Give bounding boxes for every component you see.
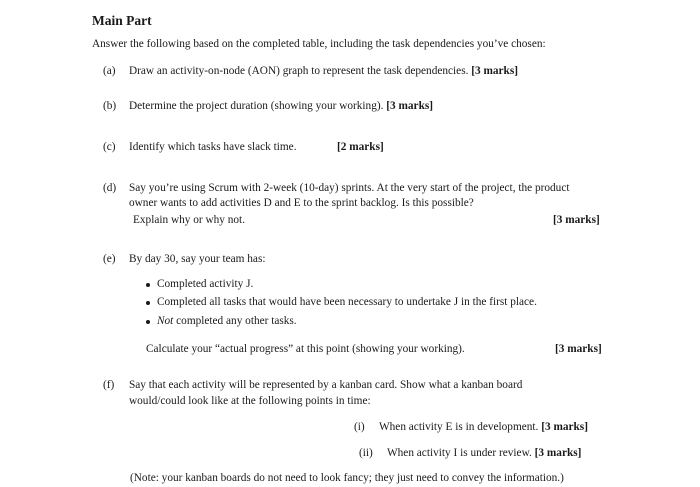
question-f-sub2-label: (ii) xyxy=(359,447,373,459)
question-f-sub1-marks: [3 marks] xyxy=(541,421,588,433)
question-e-bullet-3-emphasis: Not xyxy=(157,315,174,327)
question-e-label: (e) xyxy=(103,253,116,265)
question-b-label: (b) xyxy=(103,100,117,112)
question-f-sub1 xyxy=(379,420,588,434)
question-a-label: (a) xyxy=(103,65,116,77)
question-a-marks: [3 marks] xyxy=(471,65,518,77)
question-c-marks: [2 marks] xyxy=(337,141,384,153)
question-a xyxy=(129,64,518,78)
question-c-text: Identify which tasks have slack time. xyxy=(129,141,297,153)
question-d-line3: Explain why or why not. xyxy=(133,214,246,226)
question-e-marks: [3 marks] xyxy=(555,343,602,355)
question-c-label: (c) xyxy=(103,141,116,153)
question-e-text: By day 30, say your team has: xyxy=(129,253,266,265)
question-f-line2: would/could look like at the following points in time: xyxy=(129,395,371,407)
question-f-note: (Note: your kanban boards do not need to look fancy; they just need to convey the information.) xyxy=(130,472,564,484)
question-d-line1: Say you’re using Scrum with 2-week (10-day) sprints. At the very start of the project, the product xyxy=(129,182,570,194)
question-a-text: Draw an activity-on-node (AON) graph to represent the task dependencies. xyxy=(129,65,469,77)
page-title: Main Part xyxy=(92,13,152,28)
question-f-sub2 xyxy=(387,446,581,460)
question-e-bullet-3-rest: completed any other tasks. xyxy=(176,315,297,327)
question-f-sub1-text: When activity E is in development. xyxy=(379,421,539,433)
bullet-3-icon xyxy=(146,320,150,324)
question-f-sub2-marks: [3 marks] xyxy=(534,447,582,459)
question-b-marks: [3 marks] xyxy=(386,100,434,112)
intro-text: Answer the following based on the completed table, including the task dependencies you’ve chosen: xyxy=(92,38,546,50)
question-d-label: (d) xyxy=(103,182,117,194)
question-f-label: (f) xyxy=(103,379,115,391)
question-f-line1: Say that each activity will be represented by a kanban card. Show what a kanban board xyxy=(129,379,523,391)
question-d-line2: owner wants to add activities D and E to the sprint backlog. Is this possible? xyxy=(129,197,474,209)
question-f-sub2-text: When activity I is under review. xyxy=(387,447,532,459)
question-b-text: Determine the project duration (showing your working). xyxy=(129,100,384,112)
question-f-sub1-label: (i) xyxy=(354,421,365,433)
question-e-bullet-2: Completed all tasks that would have been necessary to undertake J in the first place. xyxy=(157,296,537,308)
bullet-1-icon xyxy=(146,283,150,287)
question-e-bullet-1: Completed activity J. xyxy=(157,278,254,290)
bullet-2-icon xyxy=(146,301,150,305)
question-e-bullet-3 xyxy=(157,314,297,328)
question-d-marks: [3 marks] xyxy=(553,214,600,226)
question-e-calc: Calculate your “actual progress” at this point (showing your working). xyxy=(146,343,465,355)
question-b xyxy=(129,99,433,113)
